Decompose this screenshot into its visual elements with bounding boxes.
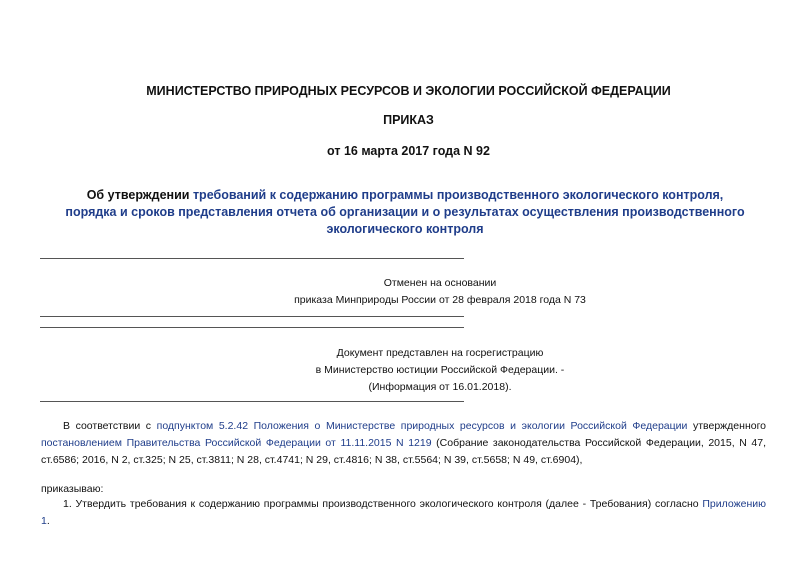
body-paragraph-1 [41, 418, 766, 469]
document-type: ПРИКАЗ [383, 113, 434, 127]
divider [40, 327, 464, 328]
body-paragraph-3 [41, 496, 766, 530]
registration-notice-line2: в Министерство юстиции Российской Федерации. - [315, 364, 565, 376]
p1-link-regulation[interactable]: подпунктом 5.2.42 Положения о Министерстве природных ресурсов и экологии Российской Федерации [156, 420, 688, 432]
title-prefix: Об утверждении [86, 188, 193, 202]
repeal-notice [240, 275, 640, 309]
divider [40, 401, 464, 402]
ministry-name: МИНИСТЕРСТВО ПРИРОДНЫХ РЕСУРСОВ И ЭКОЛОГИИ РОССИЙСКОЙ ФЕДЕРАЦИИ [146, 84, 671, 98]
p3-start: 1. Утвердить требования к содержанию программы производственного экологического контроля (далее - Требования) согласно [63, 498, 703, 510]
body-paragraph-2: приказываю: [41, 483, 104, 495]
p3-end: . [46, 515, 50, 527]
title-link[interactable]: требований к содержанию программы производственного экологического контроля, порядка и сроков представления отчета об организации и о результатах осуществления производственного экологического контроля [65, 188, 745, 236]
divider [40, 258, 464, 259]
p1-start: В соответствии с [63, 420, 157, 432]
p3-link-appendix[interactable]: Приложению 1 [41, 498, 766, 527]
registration-notice [240, 345, 640, 396]
registration-notice-line1: Документ представлен на госрегистрацию [336, 347, 544, 359]
p1-mid: утвержденного [687, 420, 767, 432]
repeal-notice-line1: Отменен на основании [383, 277, 497, 289]
repeal-notice-line2: приказа Минприроды России от 28 февраля 2018 года N 73 [294, 294, 586, 306]
p1-link-decree[interactable]: постановлением Правительства Российской Федерации от 11.11.2015 N 1219 [41, 437, 432, 449]
registration-notice-line3: (Информация от 16.01.2018). [368, 381, 512, 393]
p1-end: (Собрание законодательства Российской Федерации, 2015, N 47, ст.6586; 2016, N 2, ст.325; N 25, ст.3811; N 28, ст.4741; N 29, ст.4816; N 38, ст.5564; N 39, ст.5658; N 49, ст.6904), [41, 437, 766, 466]
divider [40, 316, 464, 317]
document-title [60, 187, 750, 238]
document-date: от 16 марта 2017 года N 92 [327, 144, 490, 158]
